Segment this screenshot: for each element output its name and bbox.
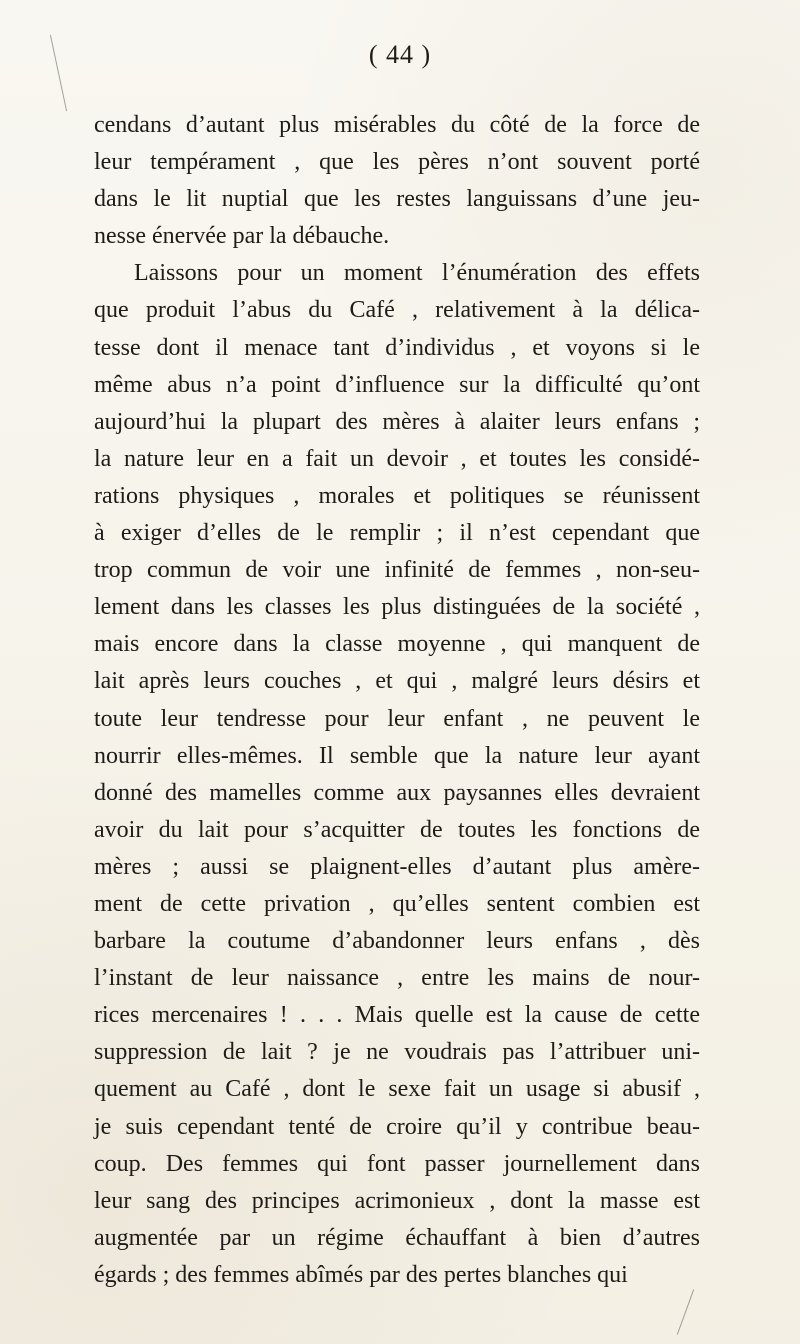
text-line: lait après leurs couches , et qui , malgré leurs désirs et — [94, 668, 700, 695]
text-line: trop commun de voir une infinité de femmes , non-seu- — [94, 557, 700, 584]
text-line: quement au Café , dont le sexe fait un usage si abusif , — [94, 1076, 700, 1103]
text-line: avoir du lait pour s’acquitter de toutes les fonctions de — [94, 816, 700, 843]
text-line: je suis cependant tenté de croire qu’il y contribue beau- — [94, 1113, 700, 1140]
text-line: nesse énervée par la débauche. — [94, 223, 390, 250]
text-line: même abus n’a point d’influence sur la difficulté qu’ont — [94, 371, 700, 398]
text-line: égards ; des femmes abîmés par des pertes blanches qui — [94, 1261, 628, 1288]
page-number: ( 44 ) — [368, 40, 432, 69]
text-line: l’instant de leur naissance , entre les mains de nour- — [94, 965, 700, 992]
text-line: coup. Des femmes qui font passer journellement dans — [94, 1150, 700, 1177]
text-line: mères ; aussi se plaignent-elles d’autant plus amère- — [94, 853, 700, 880]
text-line: rations physiques , morales et politiques se réunissent — [94, 482, 700, 509]
text-line: leur sang des principes acrimonieux , dont la masse est — [94, 1187, 700, 1214]
text-line: cendans d’autant plus misérables du côté de la force de — [94, 112, 700, 138]
text-line: dans le lit nuptial que les restes languissans d’une jeu- — [94, 186, 700, 213]
text-line: aujourd’hui la plupart des mères à alaiter leurs enfans ; — [94, 408, 700, 435]
text-line: toute leur tendresse pour leur enfant , ne peuvent le — [94, 705, 700, 732]
text-line: leur tempérament , que les pères n’ont souvent porté — [94, 149, 700, 176]
text-line: augmentée par un régime échauffant à bien d’autres — [94, 1224, 700, 1251]
body-text — [94, 107, 700, 1294]
text-line: suppression de lait ? je ne voudrais pas l’attribuer uni- — [94, 1039, 700, 1066]
text-line: donné des mamelles comme aux paysannes elles devraient — [94, 779, 700, 806]
scan-mark — [677, 1289, 694, 1334]
text-line: mais encore dans la classe moyenne , qui manquent de — [94, 631, 700, 658]
text-line: lement dans les classes les plus distinguées de la société , — [94, 594, 700, 621]
text-line: tesse dont il menace tant d’individus , et voyons si le — [94, 334, 700, 361]
text-line: rices mercenaires ! . . . Mais quelle est la cause de cette — [94, 1002, 700, 1029]
text-line: barbare la coutume d’abandonner leurs enfans , dès — [94, 928, 700, 955]
text-line: que produit l’abus du Café , relativement à la délica- — [94, 297, 700, 324]
text-line: ment de cette privation , qu’elles sentent combien est — [94, 890, 700, 917]
text-line: la nature leur en a fait un devoir , et toutes les considé- — [94, 445, 700, 472]
text-line: Laissons pour un moment l’énumération des effets — [134, 260, 700, 287]
text-line: à exiger d’elles de le remplir ; il n’est cependant que — [94, 520, 700, 547]
text-line: nourrir elles-mêmes. Il semble que la nature leur ayant — [94, 742, 700, 769]
